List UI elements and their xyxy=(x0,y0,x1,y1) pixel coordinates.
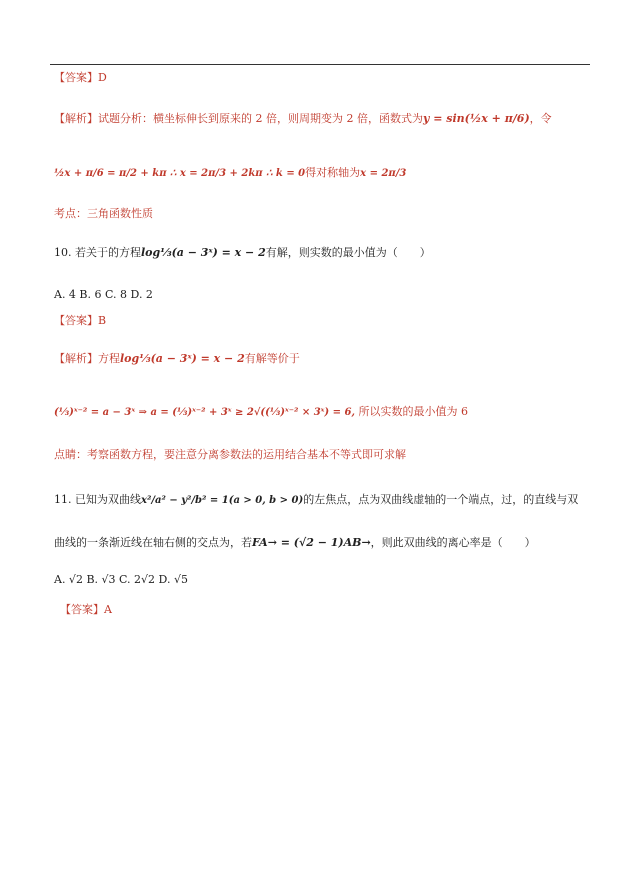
q9-derivation-formula: ½x + π/6 = π/2 + kπ ∴ x = 2π/3 + 2kπ ∴ k = 0 xyxy=(54,168,306,179)
q10-answer: 【答案】B xyxy=(54,314,107,327)
q10-derivation-formula: (⅓)ˣ⁻² = a − 3ˣ ⇒ a = (⅓)ˣ⁻² + 3ˣ ≥ 2√((⅓)ˣ⁻² × 3ˣ) = 6, xyxy=(54,407,355,418)
q10-analysis-formula: log⅓(a − 3ˣ) = x − 2 xyxy=(120,352,245,365)
q9-analysis-prefix: 【解析】试题分析：横坐标伸长到原来的 2 倍，则周期变为 2 倍，函数式为 xyxy=(54,112,423,125)
q9-derivation xyxy=(54,165,406,182)
q10-analysis-suffix: 有解等价于 xyxy=(244,352,300,365)
top-rule xyxy=(50,64,590,65)
q11-question-line2-formula: FA→ = (√2 − 1)AB→ xyxy=(252,536,371,549)
q9-answer: 【答案】D xyxy=(54,71,107,84)
q9-derivation-text: 得对称轴为 xyxy=(305,166,361,179)
q11-options: A. √2 B. √3 C. 2√2 D. √5 xyxy=(54,573,188,586)
q11-question-prefix: 11. 已知为双曲线 xyxy=(54,493,141,506)
q10-derivation xyxy=(54,404,468,421)
q10-dianjing: 点睛：考察函数方程，要注意分离参数法的运用结合基本不等式即可求解 xyxy=(54,448,406,461)
q10-options: A. 4 B. 6 C. 8 D. 2 xyxy=(54,288,153,301)
q10-question-suffix: 有解，则实数的最小值为（ ） xyxy=(265,246,431,259)
q10-question xyxy=(54,245,431,261)
q11-question-suffix: 的左焦点，点为双曲线虚轴的一个端点，过，的直线与双 xyxy=(303,493,579,506)
q10-analysis xyxy=(54,351,300,367)
q9-analysis xyxy=(54,111,552,127)
q11-answer: 【答案】A xyxy=(60,603,112,616)
q11-question-line2-prefix: 曲线的一条渐近线在轴右侧的交点为，若 xyxy=(54,536,252,549)
q10-question-formula: log⅓(a − 3ˣ) = x − 2 xyxy=(141,246,266,259)
q10-derivation-text: 所以实数的最小值为 6 xyxy=(358,405,468,418)
q11-question-line2 xyxy=(54,535,536,551)
q11-question-line2-suffix: ，则此双曲线的离心率是（ ） xyxy=(370,536,536,549)
q9-derivation-result: x = 2π/3 xyxy=(360,168,407,179)
q11-question-line1 xyxy=(54,492,578,509)
q10-analysis-prefix: 【解析】方程 xyxy=(54,352,120,365)
q9-kaodian: 考点：三角函数性质 xyxy=(54,207,153,220)
q9-analysis-suffix: ，令 xyxy=(529,112,552,125)
q11-question-formula: x²/a² − y²/b² = 1(a > 0, b > 0) xyxy=(141,495,304,506)
q9-analysis-formula: y = sin(½x + π/6) xyxy=(422,112,530,125)
q10-question-prefix: 10. 若关于的方程 xyxy=(54,246,141,259)
